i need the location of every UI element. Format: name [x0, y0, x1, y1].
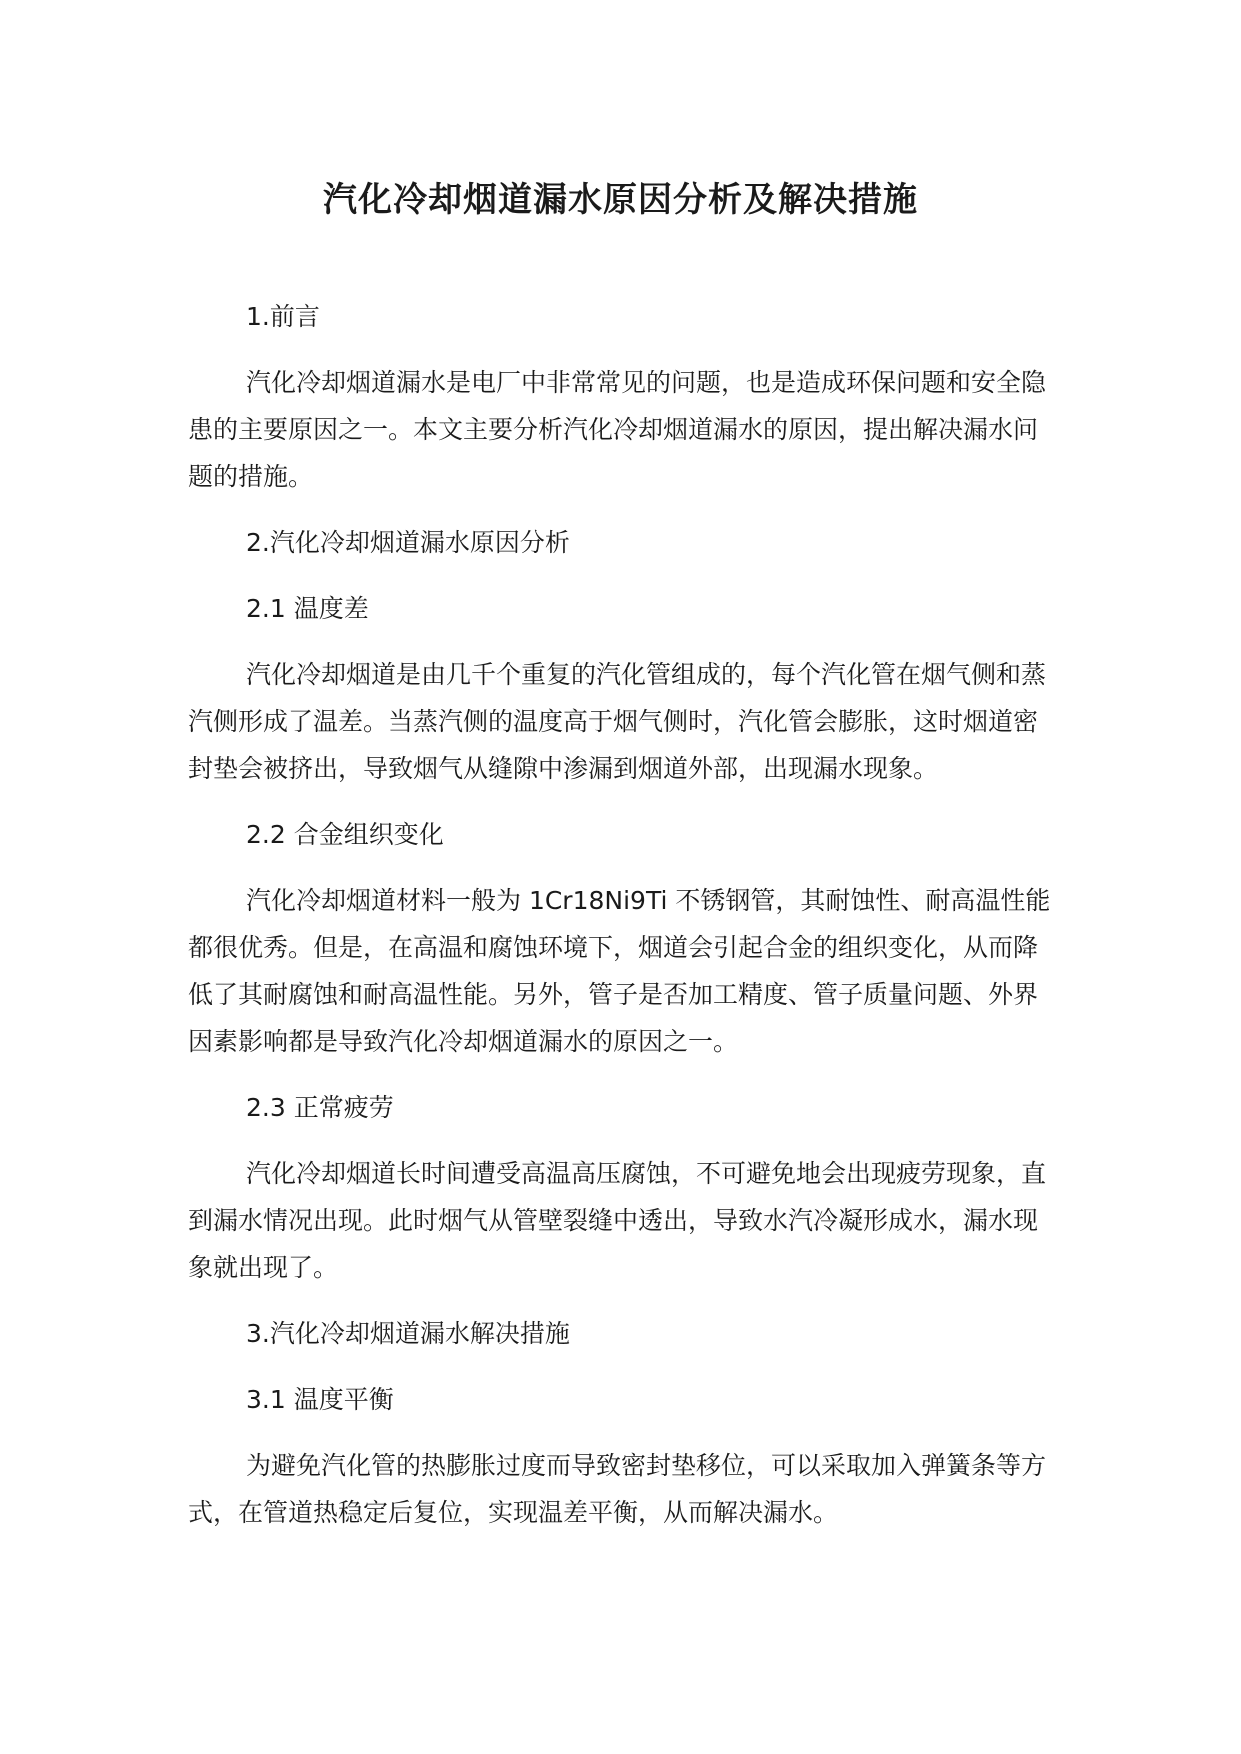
subsection-heading-fatigue: 2.3 正常疲劳: [246, 1093, 394, 1122]
section-heading-cause-analysis: 2.汽化冷却烟道漏水原因分析: [246, 528, 570, 557]
document-title: 汽化冷却烟道漏水原因分析及解决措施: [323, 180, 918, 220]
section-heading-preface: 1.前言: [246, 302, 320, 331]
paragraph-preface: 汽化冷却烟道漏水是电厂中非常常见的问题，也是造成环保问题和安全隐患的主要原因之一。本文主要分析汽化冷却烟道漏水的原因，提出解决漏水问题的措施。: [188, 368, 1047, 491]
paragraph-temperature-difference: 汽化冷却烟道是由几千个重复的汽化管组成的，每个汽化管在烟气侧和蒸汽侧形成了温差。当蒸汽侧的温度高于烟气侧时，汽化管会膨胀，这时烟道密封垫会被挤出，导致烟气从缝隙中渗漏到烟道外部，出现漏水现象。: [188, 660, 1047, 783]
subsection-heading-temperature-balance: 3.1 温度平衡: [246, 1385, 394, 1414]
paragraph-fatigue: 汽化冷却烟道长时间遭受高温高压腐蚀，不可避免地会出现疲劳现象，直到漏水情况出现。此时烟气从管壁裂缝中透出，导致水汽冷凝形成水，漏水现象就出现了。: [188, 1159, 1047, 1282]
paragraph-alloy-change: 汽化冷却烟道材料一般为 1Cr18Ni9Ti 不锈钢管，其耐蚀性、耐高温性能都很优秀。但是，在高温和腐蚀环境下，烟道会引起合金的组织变化，从而降低了其耐腐蚀和耐高温性能。另外，管子是否加工精度、管子质量问题、外界因素影响都是导致汽化冷却烟道漏水的原因之一。: [188, 886, 1051, 1056]
subsection-heading-alloy-change: 2.2 合金组织变化: [246, 820, 444, 849]
document-body: [188, 293, 1058, 1536]
paragraph-temperature-balance: 为避免汽化管的热膨胀过度而导致密封垫移位，可以采取加入弹簧条等方式，在管道热稳定后复位，实现温差平衡，从而解决漏水。: [188, 1451, 1047, 1527]
section-heading-solutions: 3.汽化冷却烟道漏水解决措施: [246, 1319, 570, 1348]
subsection-heading-temperature-difference: 2.1 温度差: [246, 594, 369, 623]
